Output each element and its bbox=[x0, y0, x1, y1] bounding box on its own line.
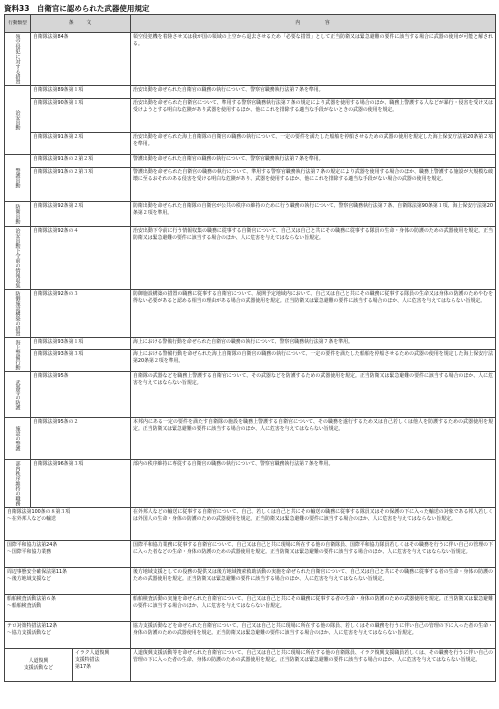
table-row bbox=[5, 568, 496, 595]
article-cell: 自衛隊法第95条の２ bbox=[31, 418, 131, 460]
table-row bbox=[5, 372, 496, 418]
table-row bbox=[5, 622, 496, 649]
article-cell: 人道復興 支援活動など bbox=[5, 649, 73, 682]
article-cell: 自衛隊法第93条第３項 bbox=[31, 350, 131, 372]
content-cell: 領空侵犯機を着陸させ又は我が国の領域の上空から退去させるため「必要な措置」として正当防衛又は緊急避難の要件に該当する場合に武器の使用が可能と解される。 bbox=[131, 33, 496, 86]
article-cell: 自衛隊法第89条第１項 bbox=[31, 86, 131, 99]
table-row bbox=[5, 202, 496, 227]
table-row bbox=[5, 86, 496, 99]
article-cell: 自衛隊法第96条第３項 bbox=[31, 460, 131, 508]
table-row bbox=[5, 290, 496, 338]
content-cell: 船舶検査活動の実施を命ぜられた自衛官について、自己又は自己と共にその職務に従事する者の生命・身体の防護のための武器使用を規定。正当防衛又は緊急避難の要件に該当する場合のほか、人に危害を与えてはならない旨規定。 bbox=[131, 595, 496, 622]
category-cell: 治安出動 bbox=[5, 86, 31, 155]
content-cell: 本邦内にある一定の要件を満たす自衛隊の施設を職務上警護する自衛官について、その職務を遂行するため又は自己若しくは他人を防護するための武器使用を規定。正当防衛又は緊急避難の要件に該当する場合のほか、人に危害を与えてはならない旨規定。 bbox=[131, 418, 496, 460]
table-row bbox=[5, 350, 496, 372]
header-article: 条 文 bbox=[31, 15, 131, 33]
table-row bbox=[5, 33, 496, 86]
article-sub-cell: イラク人道復興 支援特措法 第17条 bbox=[73, 649, 131, 682]
table-row bbox=[5, 508, 496, 541]
category-cell: 防御施設構築の措置 bbox=[5, 290, 31, 338]
category-cell: 領空侵犯に対する措置 bbox=[5, 33, 31, 86]
table-row bbox=[5, 460, 496, 508]
content-cell: 協力支援活動などを命ぜられた自衛官について、自己又は自己と共に現場に所在する他の隊員、若しくはその職務を行うに伴い自己の管理の下に入った者の生命・身体の防護のための武器使用を規定。正当防衛又は緊急避難の要件に該当する場合のほか、人に危害を与えてはならない旨規定。 bbox=[131, 622, 496, 649]
content-cell: 国際平和協力業務に従事する自衛官について、自己又は自己と共に現場に所在する他の自衛隊員、国際平和協力隊員若しくはその職務を行うに伴い自己の管理の下に入った者などの生命・身体の防護のための武器使用を規定。正当防衛又は緊急避難の要件に該当する場合のほか、人に危害を与えてはならない旨規定。 bbox=[131, 541, 496, 568]
header-category: 行動類型 bbox=[5, 15, 31, 33]
article-cell: 自衛隊法第100条の８第３項 ～在外邦人などの輸送 bbox=[5, 508, 131, 541]
content-cell: 治安出動を命ぜられた海上自衛隊の自衛官の職務の執行について、一定の要件を満たした船舶を停船させるための武器の使用を規定した海上保安庁法第20条第２項を準用。 bbox=[131, 133, 496, 155]
article-cell: 自衛隊法第92条の３ bbox=[31, 290, 131, 338]
content-cell: 治安出動を命ぜられた自衛官の職務の執行について、警察官職務執行法第７条を準用。 bbox=[131, 86, 496, 99]
table-row bbox=[5, 168, 496, 202]
table-row bbox=[5, 595, 496, 622]
weapon-use-table bbox=[4, 14, 496, 682]
article-cell: テロ対策特措法第12条 ～協力支援活動など bbox=[5, 622, 131, 649]
category-cell: 部内秩序維持の職務 bbox=[5, 460, 31, 508]
document-page bbox=[4, 0, 495, 682]
article-cell: 船舶検査活動法第６条 ～船舶検査活動 bbox=[5, 595, 131, 622]
article-cell: 自衛隊法第91条の２第３項 bbox=[31, 168, 131, 202]
content-cell: 自衛隊の武器などを職務上警護する自衛官について、その武器などを防護するための武器使用を規定。正当防衛又は緊急避難の要件に該当する場合のほか、人に危害を与えてはならない旨規定。 bbox=[131, 372, 496, 418]
content-cell: 治安出動下令前に行う情報収集の職務に従事する自衛官について、自己又は自己と共にその職務に従事する隊員の生命・身体の防護のための武器使用を規定。正当防衛又は緊急避難の要件に該当する場合のほか、人に危害を与えてはならない旨規定。 bbox=[131, 227, 496, 290]
content-cell: 部内の秩序維持に専従する自衛官の職務の執行について、警察官職務執行法第７条を準用。 bbox=[131, 460, 496, 508]
content-cell: 人道復興支援活動等を命ぜられた自衛官について、自己又は自己と共に現場に所在する他の自衛隊員、イラク復興支援職員若しくは、その職務を行うに伴い自己の管理の下に入った者の生命、身体の防護のための武器使用を規定。正当防衛又は緊急避難の要件に該当する場合のほか、人に危害を与えてはならない旨規定。 bbox=[131, 649, 496, 682]
article-cell: 自衛隊法第92条の４ bbox=[31, 227, 131, 290]
table-row bbox=[5, 227, 496, 290]
content-cell: 在外邦人などの輸送に従事する自衛官について、自己、若しくは自己と共にその輸送の職務に従事する隊員又はその保護の下に入った輸送の対象である邦人若しくは外国人の生命・身体の防護のための武器使用を規定。正当防衛又は緊急避難の要件に該当する場合のほか、人に危害を与えてはならない旨規定。 bbox=[131, 508, 496, 541]
article-cell: 自衛隊法第90条第１項 bbox=[31, 99, 131, 133]
article-cell: 自衛隊法第91条の２第２項 bbox=[31, 155, 131, 168]
category-cell: 治安出動下令前の情報収集 bbox=[5, 227, 31, 290]
article-cell: 国際平和協力法第24条 ～国際平和協力業務 bbox=[5, 541, 131, 568]
category-cell: 海上警備行動 bbox=[5, 338, 31, 372]
content-cell: 治安出動を命ぜられた自衛官について、準用する警察官職務執行法第７条の規定により武器を使用する場合のほか、職務上警護する人などが暴行・侵害を受け又は受けようとする明白な危険があり武器を使用するほか、他にこれを排除する適当な手段がないときの武器の使用を規定。 bbox=[131, 99, 496, 133]
header-content: 内 容 bbox=[131, 15, 496, 33]
content-cell: 防御施設構築の措置の職務に従事する自衛官について、展開予定地域内において、自己又は自己と共にその職務に従事する隊員の生命又は身体の防護のためやむを得ない必要があると認める相当の理由がある場合の武器使用を規定。正当防衛又は緊急避難の要件に該当する場合のほか、人に危害を与えてはならない旨規定。 bbox=[131, 290, 496, 338]
article-cell: 自衛隊法第93条第１項 bbox=[31, 338, 131, 350]
table-row bbox=[5, 649, 496, 682]
content-cell: 警護出動を命ぜられた自衛官の職務の執行について、警察官職務執行法第７条を準用。 bbox=[131, 155, 496, 168]
content-cell: 後方地域支援としての役務の提供又は後方地域捜索救助活動の実施を命ぜられた自衛官について、自己又は自己と共にその職務に従事する者の生命・身体の防護のための武器使用を規定。正当防衛又は緊急避難の要件に該当する場合のほか、人に危害を与えてはならない旨規定。 bbox=[131, 568, 496, 595]
table-row bbox=[5, 338, 496, 350]
document-title: 資料33 自衛官に認められた武器使用規定 bbox=[4, 4, 150, 13]
content-cell: 海上における警備行動を命ぜられた自衛官の職務の執行について、警察官職務執行法第７条を準用。 bbox=[131, 338, 496, 350]
article-cell: 自衛隊法第95条 bbox=[31, 372, 131, 418]
table-row bbox=[5, 418, 496, 460]
content-cell: 海上における警備行動を命ぜられた海上自衛隊の自衛官の職務の執行について、一定の要件を満たした船舶を停船させるための武器の使用を規定した海上保安庁法第20条第２項を準用。 bbox=[131, 350, 496, 372]
table-row bbox=[5, 155, 496, 168]
table-row bbox=[5, 133, 496, 155]
category-cell: 警護出動 bbox=[5, 155, 31, 202]
article-cell: 自衛隊法第92条第２項 bbox=[31, 202, 131, 227]
category-cell: 武器等の防護 bbox=[5, 372, 31, 418]
content-cell: 警護出動を命ぜられた自衛官の職務の執行について、準用する警察官職務執行法第７条の規定により武器を使用する場合のほか、職務上警護する施設が大規模な破壊に至るおそれのある侵害を受ける明白な危険があり、武器を使用するほか、他にこれを排除する適当な手段がない場合の武器の使用を規定。 bbox=[131, 168, 496, 202]
article-cell: 自衛隊法第91条第２項 bbox=[31, 133, 131, 155]
table-row bbox=[5, 541, 496, 568]
content-cell: 防衛出動を命ぜられた自衛隊の自衛官が公共の秩序の維持のために行う職務の執行について、警察官職務執行法第７条、自衛隊法第90条第１項、海上保安庁法第20条第２項を準用。 bbox=[131, 202, 496, 227]
table-row bbox=[5, 99, 496, 133]
article-cell: 自衛隊法第84条 bbox=[31, 33, 131, 86]
category-cell: 防衛出動 bbox=[5, 202, 31, 227]
category-cell: 施設の警護 bbox=[5, 418, 31, 460]
table-header-row bbox=[5, 15, 496, 33]
article-cell: 周辺事態安全確保法第11条 ～後方地域支援など bbox=[5, 568, 131, 595]
